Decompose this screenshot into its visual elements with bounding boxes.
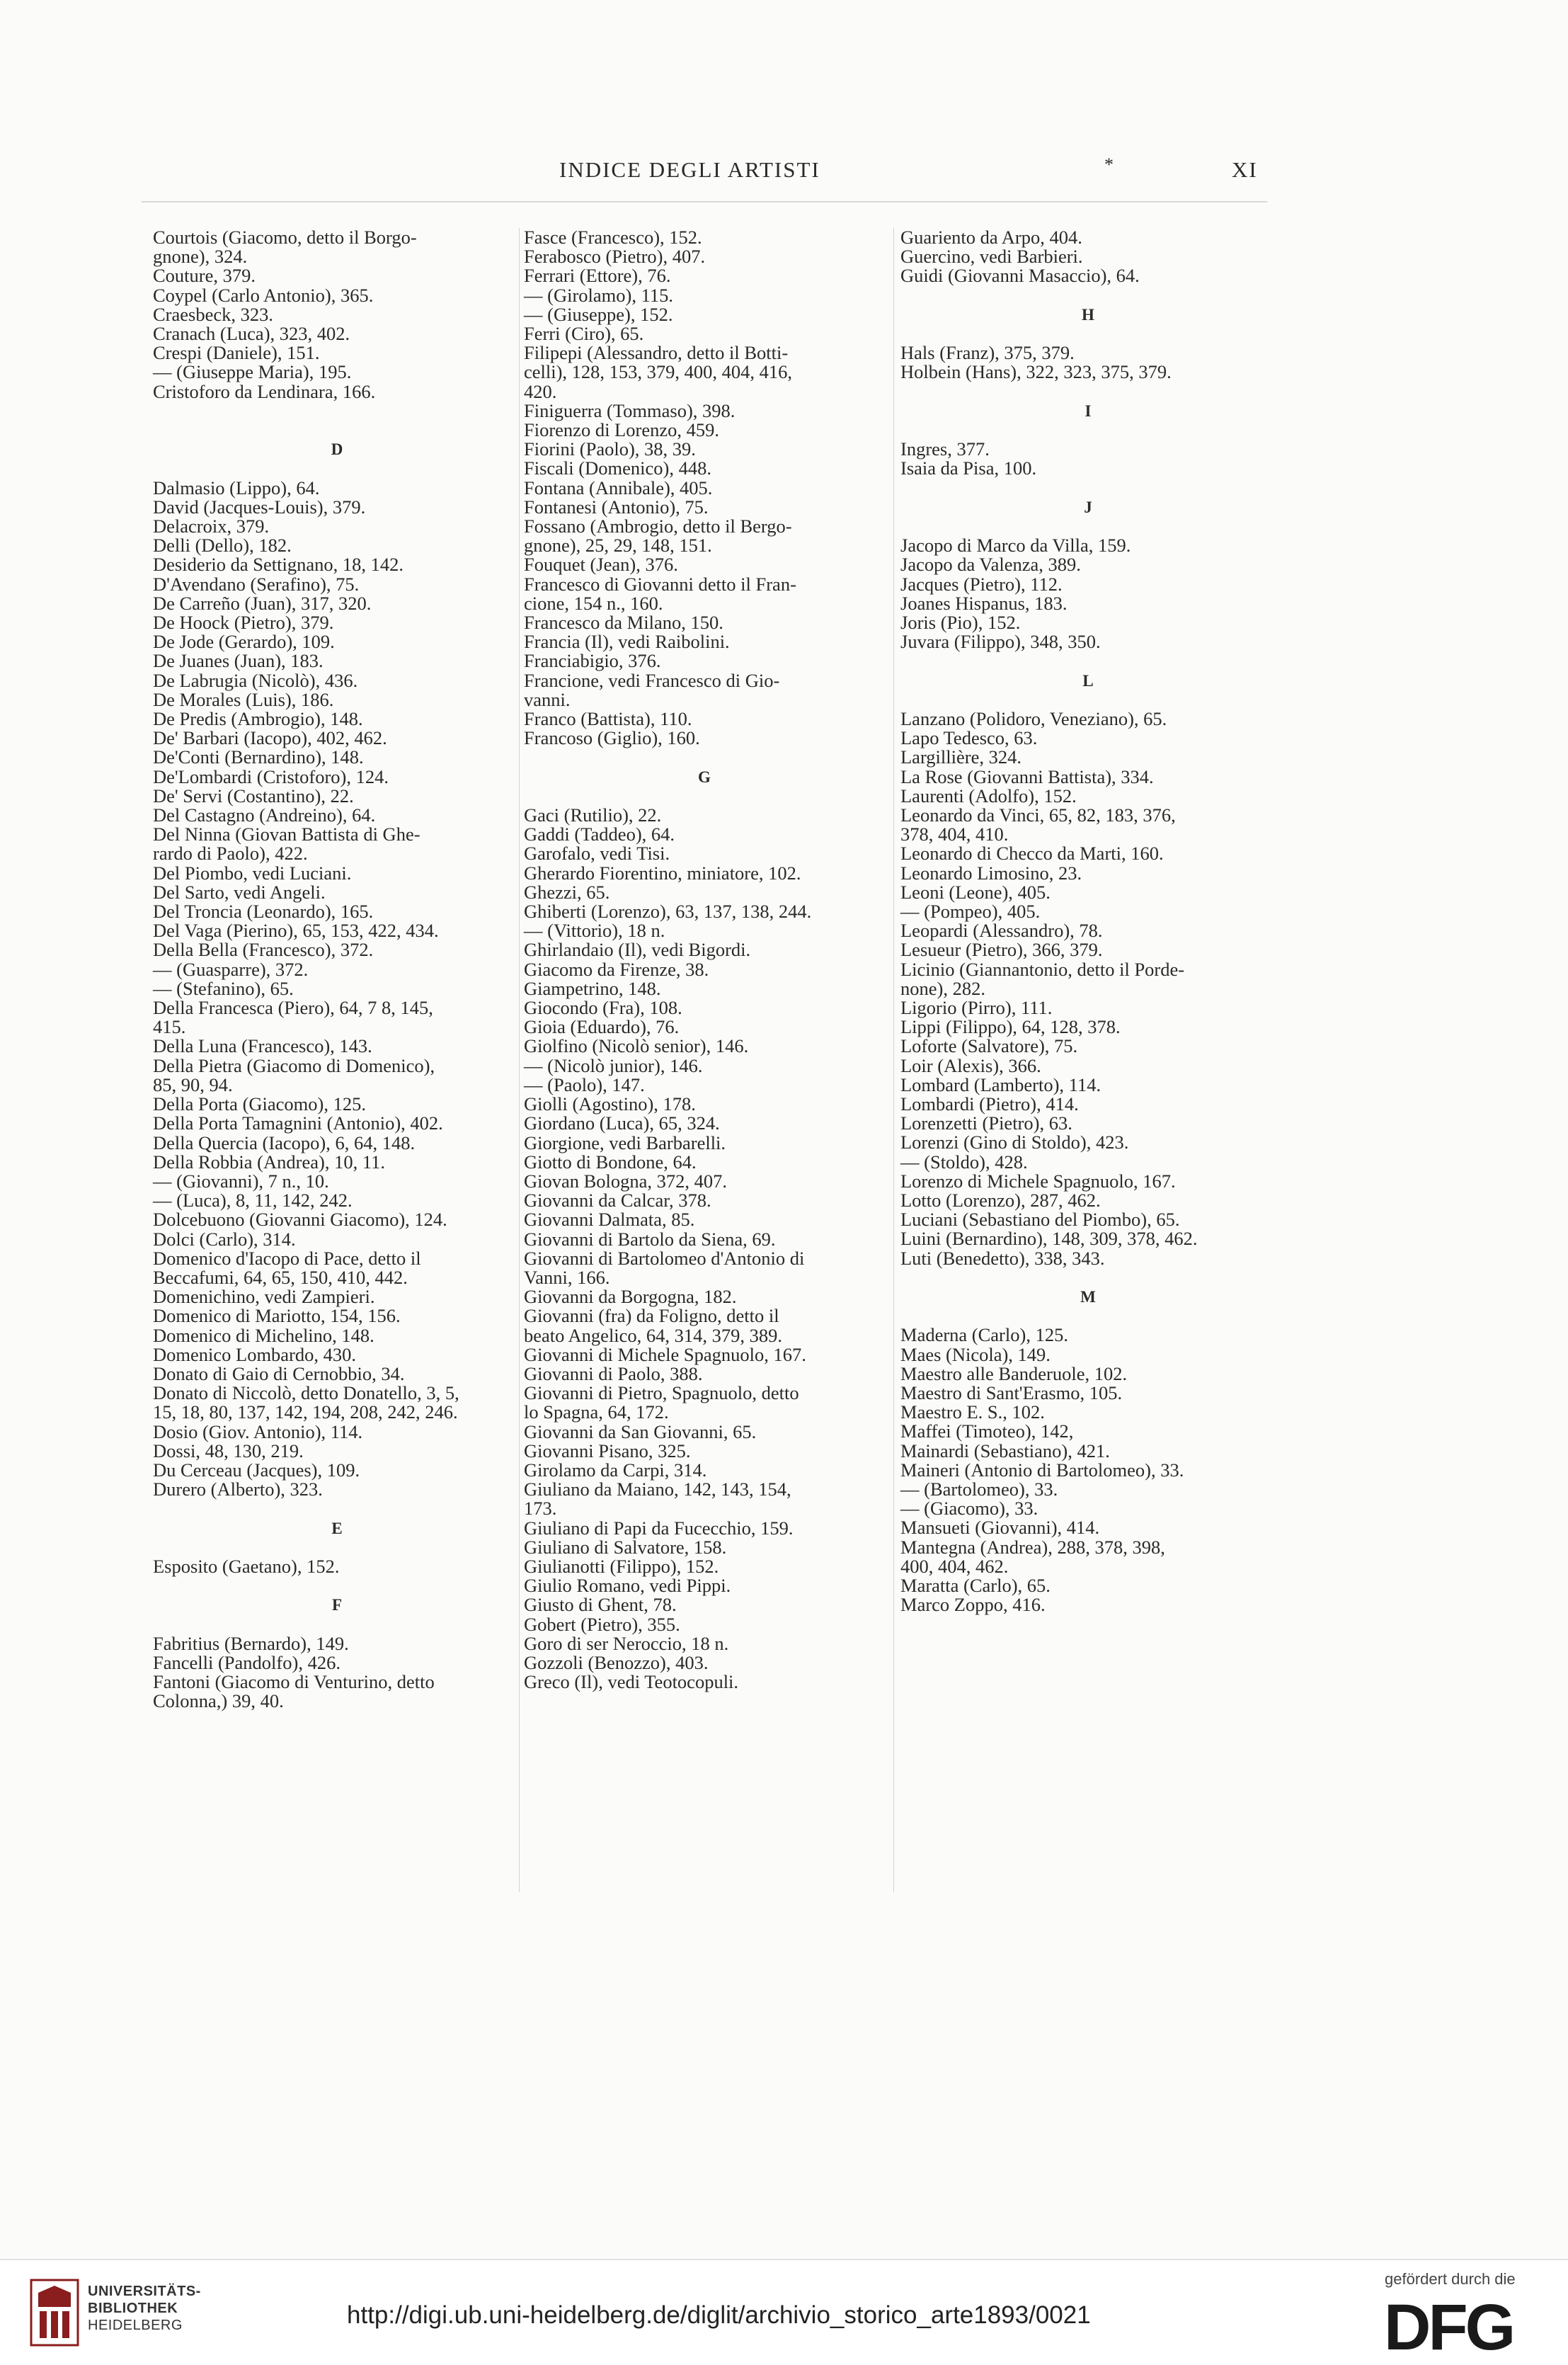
index-entry: — (Giacomo), 33. [900,1498,1038,1520]
index-entry: 85, 90, 94. [153,1073,233,1095]
index-entry: Leoni (Leone), 405. [900,881,1051,903]
index-entry: Ingres, 377. [900,438,990,460]
spacer [153,1538,521,1557]
letter-heading: F [331,1596,343,1614]
printer-mark: * [1104,154,1115,175]
index-entry: Marco Zoppo, 416. [900,1594,1046,1616]
index-entry: Jacques (Pietro), 112. [900,573,1063,595]
index-entry: De Hoock (Pietro), 379. [153,612,334,634]
letter-heading: E [331,1519,343,1537]
spacer [900,324,1276,343]
index-entry: Fiscali (Domenico), 448. [524,457,711,479]
index-entry: — (Pompeo), 405. [900,900,1041,922]
index-entry: Fasce (Francesco), 152. [524,227,702,248]
index-entry: Giovanni di Bartolomeo d'Antonio di [524,1247,805,1269]
index-entry: Jacopo da Valenza, 389. [900,554,1081,576]
index-entry: Fantoni (Giacomo di Venturino, detto [153,1671,435,1693]
index-entry: Girolamo da Carpi, 314. [524,1459,707,1481]
index-entry: Del Castagno (Andreino), 64. [153,804,376,826]
index-entry: Dalmasio (Lippo), 64. [153,477,320,498]
index-entry: Del Ninna (Giovan Battista di Ghe- [153,824,420,845]
index-entry: Desiderio da Settignano, 18, 142. [153,554,404,576]
index-entry: Coypel (Carlo Antonio), 365. [153,284,374,306]
spacer [900,479,1276,498]
index-entry: Luti (Benedetto), 338, 343. [900,1247,1105,1269]
index-entry: Francoso (Giglio), 160. [524,727,700,749]
index-entry: De Juanes (Juan), 183. [153,650,324,672]
index-entry: Maestro E. S., 102. [900,1401,1045,1423]
index-entry: — (Giuseppe), 152. [524,303,673,325]
index-entry: — (Vittorio), 18 n. [524,920,665,942]
index-entry: Della Quercia (Iacopo), 6, 64, 148. [153,1132,416,1153]
index-entry: Giolfino (Nicolò senior), 146. [524,1035,749,1057]
index-entry: Leonardo da Vinci, 65, 82, 183, 376, [900,804,1176,826]
letter-heading: H [1082,305,1094,324]
index-entry: Hals (Franz), 375, 379. [900,342,1075,364]
digitization-footer [0,2259,1568,2365]
index-entry: Joanes Hispanus, 183. [900,592,1068,614]
index-entry: Della Robbia (Andrea), 10, 11. [153,1151,385,1173]
index-entry: — (Giuseppe Maria), 195. [153,361,352,383]
index-entry: Del Piombo, vedi Luciani. [153,862,352,884]
index-entry: Domenico di Mariotto, 154, 156. [153,1305,401,1327]
index-entry: 420. [524,380,557,402]
index-entry: Beccafumi, 64, 65, 150, 410, 442. [153,1266,408,1288]
index-entry: Della Porta (Giacomo), 125. [153,1093,366,1115]
index-entry: 15, 18, 80, 137, 142, 194, 208, 242, 246. [153,1401,458,1423]
index-entry: Craesbeck, 323. [153,303,273,325]
letter-heading: D [331,440,343,459]
spacer [900,690,1276,710]
index-entry: gnone), 25, 29, 148, 151. [524,535,712,557]
index-entry: De Labrugia (Nicolò), 436. [153,669,358,691]
running-title: INDICE DEGLI ARTISTI [559,157,820,182]
index-entry: — (Guasparre), 372. [153,958,309,980]
index-entry: Gaci (Rutilio), 22. [524,804,662,826]
index-entry: Holbein (Hans), 322, 323, 375, 379. [900,361,1172,383]
index-entry: Gherardo Fiorentino, miniatore, 102. [524,862,801,884]
index-entry: La Rose (Giovanni Battista), 334. [900,765,1154,787]
index-entry: vanni. [524,688,571,710]
library-name [88,2283,201,2334]
library-name-line-3: HEIDELBERG [88,2318,183,2333]
index-entry: Giuliano di Papi da Fucecchio, 159. [524,1517,794,1539]
letter-heading: G [698,768,711,786]
index-entry: Del Troncia (Leonardo), 165. [153,901,374,923]
index-entry: Giordano (Luca), 65, 324. [524,1112,720,1134]
index-entry: De'Conti (Bernardino), 148. [153,746,364,768]
index-entry: Goro di ser Neroccio, 18 n. [524,1632,729,1654]
index-entry: Domenichino, vedi Zampieri. [153,1286,375,1308]
index-entry: — (Luca), 8, 11, 142, 242. [153,1190,353,1212]
index-entry: Ghezzi, 65. [524,881,610,903]
index-entry: Guidi (Giovanni Masaccio), 64. [900,265,1140,287]
index-entry: Mantegna (Andrea), 288, 378, 398, [900,1536,1165,1558]
index-entry: Mansueti (Giovanni), 414. [900,1517,1100,1539]
index-entry: Lotto (Lorenzo), 287, 462. [900,1189,1101,1211]
index-entry: Francesco di Giovanni detto il Fran- [524,573,796,595]
index-entry: Donato di Gaio di Cernobbio, 34. [153,1362,405,1384]
index-entry: Gobert (Pietro), 355. [524,1613,680,1635]
index-entry: — (Nicolò junior), 146. [524,1054,703,1076]
index-entry: Francesco da Milano, 150. [524,612,723,634]
index-entry: beato Angelico, 64, 314, 379, 389. [524,1324,783,1346]
index-entry: Della Bella (Francesco), 372. [153,939,374,961]
index-entry: Lorenzetti (Pietro), 63. [900,1112,1072,1134]
index-entry: Licinio (Giannantonio, detto il Porde- [900,958,1185,980]
index-entry: Giovanni Pisano, 325. [524,1440,691,1461]
library-seal-icon [30,2279,79,2347]
index-entry: Couture, 379. [153,265,256,287]
index-entry: Giulianotti (Filippo), 152. [524,1555,719,1577]
index-entry: Maes (Nicola), 149. [900,1343,1051,1365]
index-entry: Guariento da Arpo, 404. [900,227,1082,248]
index-entry: Fossano (Ambrogio, detto il Bergo- [524,515,792,537]
index-entry: De Carreño (Juan), 317, 320. [153,592,372,614]
index-entry: Cranach (Luca), 323, 402. [153,323,350,345]
index-entry: Finiguerra (Tommaso), 398. [524,399,736,421]
index-entry: De' Servi (Costantino), 22. [153,785,354,807]
index-entry: Fontanesi (Antonio), 75. [524,496,709,518]
index-entry: Guercino, vedi Barbieri. [900,246,1083,268]
index-entry: Giocondo (Fra), 108. [524,997,682,1019]
index-entry: Lombard (Lamberto), 114. [900,1073,1101,1095]
index-entry: Lapo Tedesco, 63. [900,727,1038,749]
index-entry: Giusto di Ghent, 78. [524,1594,677,1616]
spacer [900,651,1276,671]
spacer [900,1268,1276,1287]
index-entry: Lombardi (Pietro), 414. [900,1093,1079,1115]
index-entry: Domenico di Michelino, 148. [153,1324,374,1346]
index-entry: 415. [153,1016,186,1038]
index-entry: 173. [524,1498,557,1520]
index-entry: Giovanni Dalmata, 85. [524,1209,695,1231]
index-entry: Delacroix, 379. [153,515,270,537]
spacer [153,401,521,440]
index-entry: Domenico d'Iacopo di Pace, detto il [153,1247,421,1269]
index-column-2 [524,228,885,1692]
index-entry: Juvara (Filippo), 348, 350. [900,631,1101,653]
index-entry: Leopardi (Alessandro), 78. [900,920,1103,942]
index-entry: Giuliano da Maiano, 142, 143, 154, [524,1478,791,1500]
index-entry: Fiorenzo di Lorenzo, 459. [524,419,719,441]
index-entry: Giovanni da San Giovanni, 65. [524,1420,757,1442]
index-entry: lo Spagna, 64, 172. [524,1401,669,1423]
index-entry: Franco (Battista), 110. [524,708,692,730]
index-entry: Vanni, 166. [524,1266,610,1288]
letter-heading: L [1082,671,1094,690]
index-entry: Giolli (Agostino), 178. [524,1093,696,1115]
index-column-3 [900,228,1276,1614]
index-entry: De Morales (Luis), 186. [153,688,334,710]
column-divider-2 [893,228,894,1892]
index-entry: Colonna,) 39, 40. [153,1690,284,1712]
index-entry: gnone), 324. [153,246,248,268]
index-entry: Joris (Pio), 152. [900,611,1021,633]
index-entry: Leonardo Limosino, 23. [900,862,1082,884]
index-entry: — (Girolamo), 115. [524,284,673,306]
index-entry: Fiorini (Paolo), 38, 39. [524,438,696,460]
spacer [153,1576,521,1595]
letter-heading: M [1080,1287,1096,1306]
index-entry: Durero (Alberto), 323. [153,1478,323,1500]
index-entry: Loir (Alexis), 366. [900,1054,1041,1076]
index-entry: Giulio Romano, vedi Pippi. [524,1575,731,1597]
index-entry: Gozzoli (Benozzo), 403. [524,1651,709,1673]
index-entry: Leonardo di Checco da Marti, 160. [900,843,1164,865]
index-entry: Giuliano di Salvatore, 158. [524,1536,727,1558]
index-entry: Dossi, 48, 130, 219. [153,1440,304,1461]
page-number: XI [1232,157,1258,182]
index-entry: Giotto di Bondone, 64. [524,1151,697,1173]
index-entry: Domenico Lombardo, 430. [153,1343,357,1365]
index-entry: De Predis (Ambrogio), 148. [153,708,363,730]
sponsor-note: gefördert durch die [1385,2270,1516,2288]
spacer [900,421,1276,440]
index-entry: Giovanni di Pietro, Spagnuolo, detto [524,1382,799,1404]
index-entry: Donato di Niccolò, detto Donatello, 3, 5, [153,1382,459,1404]
spacer [900,382,1276,401]
index-entry: Lorenzo di Michele Spagnuolo, 167. [900,1170,1176,1192]
index-entry: Filipepi (Alessandro, detto il Botti- [524,342,789,364]
index-entry: David (Jacques-Louis), 379. [153,496,366,518]
index-entry: Dolci (Carlo), 314. [153,1228,296,1250]
index-entry: Del Vaga (Pierino), 65, 153, 422, 434. [153,920,439,942]
index-entry: Greco (Il), vedi Teotocopuli. [524,1671,739,1693]
index-entry: Giovanni da Calcar, 378. [524,1190,711,1212]
index-entry: Lesueur (Pietro), 366, 379. [900,939,1103,961]
index-entry: Mainardi (Sebastiano), 421. [900,1440,1110,1461]
letter-heading: I [1085,401,1092,420]
index-entry: Giovan Bologna, 372, 407. [524,1170,728,1192]
index-entry: Giovanni di Paolo, 388. [524,1362,703,1384]
index-entry: — (Stefanino), 65. [153,977,294,999]
index-entry: Isaia da Pisa, 100. [900,457,1037,479]
index-entry: Giovanni (fra) da Foligno, detto il [524,1305,779,1327]
index-entry: Francione, vedi Francesco di Gio- [524,669,780,691]
index-entry: Gaddi (Taddeo), 64. [524,824,675,845]
index-entry: Esposito (Gaetano), 152. [153,1555,340,1577]
library-name-line-2: BIBLIOTHEK [88,2301,178,2316]
index-entry: Crespi (Daniele), 151. [153,342,320,364]
library-logo [30,2276,221,2354]
index-entry: Largillière, 324. [900,746,1022,768]
index-entry: — (Stoldo), 428. [900,1151,1028,1173]
index-entry: Maderna (Carlo), 125. [900,1324,1068,1346]
index-entry: Giampetrino, 148. [524,977,661,999]
index-entry: Maineri (Antonio di Bartolomeo), 33. [900,1459,1184,1481]
index-entry: Della Pietra (Giacomo di Domenico), [153,1054,435,1076]
index-entry: rardo di Paolo), 422. [153,843,308,865]
index-entry: Luini (Bernardino), 148, 309, 378, 462. [900,1228,1198,1250]
index-entry: Fouquet (Jean), 376. [524,554,678,576]
library-name-line-1: UNIVERSITÄTS- [88,2284,201,2299]
index-entry: Della Francesca (Piero), 64, 7 8, 145, [153,997,433,1019]
index-entry: — (Giovanni), 7 n., 10. [153,1170,329,1192]
index-entry: Maestro alle Banderuole, 102. [900,1362,1128,1384]
spacer [153,1499,521,1518]
spacer [900,517,1276,536]
index-entry: Fontana (Annibale), 405. [524,477,713,498]
spacer [900,1306,1276,1326]
index-entry: none), 282. [900,977,985,999]
index-entry: Ghirlandaio (Il), vedi Bigordi. [524,939,751,961]
index-entry: Della Porta Tamagnini (Antonio), 402. [153,1112,443,1134]
index-entry: — (Bartolomeo), 33. [900,1478,1058,1500]
index-entry: Ferabosco (Pietro), 407. [524,246,706,268]
index-entry: Fancelli (Pandolfo), 426. [153,1651,341,1673]
index-entry: 400, 404, 462. [900,1555,1009,1577]
index-entry: Del Sarto, vedi Angeli. [153,881,326,903]
index-entry: Maratta (Carlo), 65. [900,1574,1051,1596]
index-entry: Ghiberti (Lorenzo), 63, 137, 138, 244. [524,901,812,923]
index-entry: Loforte (Salvatore), 75. [900,1035,1078,1057]
header-rule [142,201,1267,203]
index-entry: Fabritius (Bernardo), 149. [153,1632,349,1654]
index-entry: Lanzano (Polidoro, Veneziano), 65. [900,707,1167,729]
spacer [153,1615,521,1634]
index-entry: 378, 404, 410. [900,824,1009,845]
index-entry: Dosio (Giov. Antonio), 114. [153,1420,363,1442]
index-entry: Ferrari (Ettore), 76. [524,265,671,287]
index-entry: Giovanni di Michele Spagnuolo, 167. [524,1343,806,1365]
index-entry: Luciani (Sebastiano del Piombo), 65. [900,1209,1180,1231]
index-entry: Maffei (Timoteo), 142, [900,1420,1074,1442]
index-entry: Jacopo di Marco da Villa, 159. [900,535,1131,557]
index-entry: Delli (Dello), 182. [153,535,292,557]
index-entry: Giovanni da Borgogna, 182. [524,1286,737,1308]
spacer [524,787,885,806]
index-entry: Ferri (Ciro), 65. [524,323,644,345]
index-entry: Lippi (Filippo), 64, 128, 378. [900,1016,1121,1038]
letter-heading: J [1084,498,1092,516]
index-entry: Gioia (Eduardo), 76. [524,1016,680,1038]
index-entry: Giovanni di Bartolo da Siena, 69. [524,1228,776,1250]
index-entry: Giorgione, vedi Barbarelli. [524,1132,726,1153]
index-entry: Maestro di Sant'Erasmo, 105. [900,1381,1123,1403]
spacer [524,748,885,767]
dfg-logo [1384,2294,1547,2355]
spacer [153,459,521,478]
index-entry: celli), 128, 153, 379, 400, 404, 416, [524,361,793,383]
index-entry: Courtois (Giacomo, detto il Borgo- [153,227,417,248]
index-entry: Ligorio (Pirro), 111. [900,996,1053,1018]
index-entry: Cristoforo da Lendinara, 166. [153,380,376,402]
index-entry: Garofalo, vedi Tisi. [524,843,670,865]
dfg-logo-text: DFG [1384,2294,1513,2355]
index-entry: Della Luna (Francesco), 143. [153,1035,372,1057]
index-entry: Lorenzi (Gino di Stoldo), 423. [900,1132,1129,1153]
index-entry: Dolcebuono (Giovanni Giacomo), 124. [153,1209,447,1231]
index-entry: Du Cerceau (Jacques), 109. [153,1459,360,1481]
index-entry: De' Barbari (Iacopo), 402, 462. [153,727,387,749]
index-column-1 [153,228,521,1711]
permalink-url[interactable]: http://digi.ub.uni-heidelberg.de/diglit/archivio_storico_arte1893/0021 [347,2301,1091,2329]
index-entry: De Jode (Gerardo), 109. [153,631,335,653]
spacer [900,286,1276,305]
index-entry: De'Lombardi (Cristoforo), 124. [153,765,389,787]
index-entry: — (Paolo), 147. [524,1073,645,1095]
index-entry: cione, 154 n., 160. [524,592,663,614]
index-entry: Laurenti (Adolfo), 152. [900,785,1077,807]
index-entry: Giacomo da Firenze, 38. [524,958,709,980]
index-entry: Francia (Il), vedi Raibolini. [524,631,730,653]
index-entry: D'Avendano (Serafino), 75. [153,573,360,595]
index-entry: Franciabigio, 376. [524,650,661,672]
